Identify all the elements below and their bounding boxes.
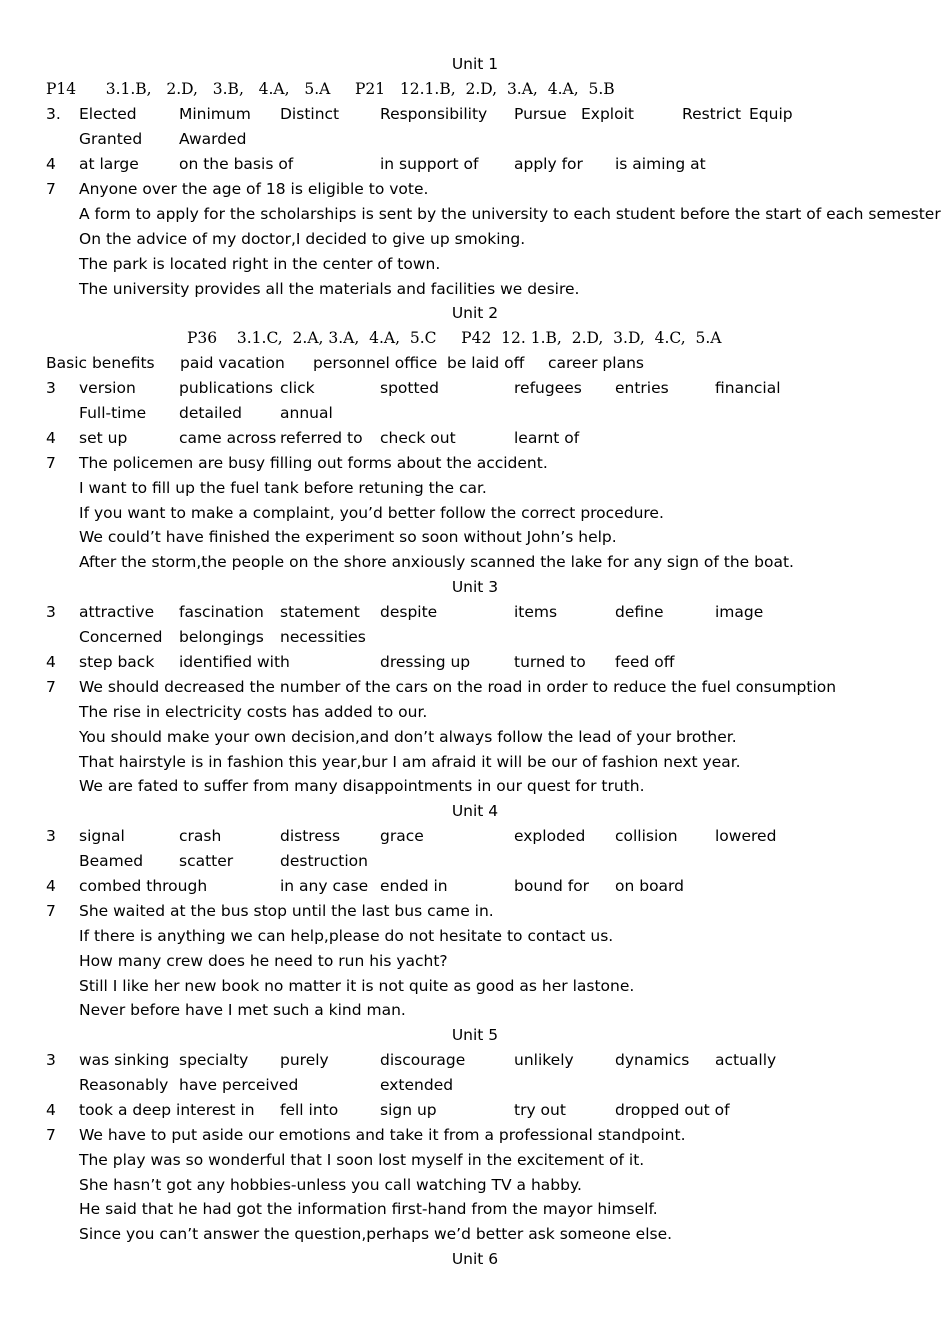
unit-1-exercise-3-row-2 xyxy=(0,127,950,152)
word-item: Distinct xyxy=(280,105,340,123)
word-item: attractive xyxy=(79,603,155,621)
word-item: items xyxy=(514,603,558,621)
unit-2-heading: Unit 2 xyxy=(451,304,499,322)
word-item: was sinking xyxy=(79,1051,170,1069)
word-item: purely xyxy=(280,1051,329,1069)
sentence: The play was so wonderful that I soon lost myself in the excitement of it. xyxy=(79,1151,645,1169)
sentence: We could’t have finished the experiment so soon without John’s help. xyxy=(79,528,617,546)
word-item: Pursue xyxy=(514,105,567,123)
unit-3-exercise-7-line: 7 We should decreased the number of the cars on the road in order to reduce the fuel consumption xyxy=(0,675,950,700)
phrase-item: combed through xyxy=(79,877,208,895)
phrase-item: sign up xyxy=(380,1101,437,1119)
unit-2-answers-line: P36 3.1.C, 2.A, 3.A, 4.A, 5.C P42 12. 1.B, 2.D, 3.D, 4.C, 5.A xyxy=(187,329,722,347)
word-item: lowered xyxy=(715,827,777,845)
word-item: exploded xyxy=(514,827,586,845)
unit-1-exercise-7-line: 7 Anyone over the age of 18 is eligible to vote. xyxy=(0,177,950,202)
phrase-item: identified with xyxy=(179,653,290,671)
unit-5-exercise-3-row: 3 was sinking specialty purely discourage unlikely dynamics actually xyxy=(0,1048,950,1073)
sentence: The park is located right in the center of town. xyxy=(79,255,441,273)
word-item: signal xyxy=(79,827,125,845)
phrase-item: Basic benefits xyxy=(46,354,155,372)
word-item: distress xyxy=(280,827,341,845)
unit-4-exercise-3-row-2 xyxy=(0,849,950,874)
unit-5-exercise-7-line: 7 We have to put aside our emotions and take it from a professional standpoint. xyxy=(0,1123,950,1148)
sentence: We are fated to suffer from many disappointments in our quest for truth. xyxy=(79,777,645,795)
sentence: The university provides all the materials and facilities we desire. xyxy=(79,280,580,298)
sentence: A form to apply for the scholarships is sent by the university to each student before the start of each semester xyxy=(79,205,941,223)
word-item: Beamed xyxy=(79,852,144,870)
sentence: He said that he had got the information first-hand from the mayor himself. xyxy=(79,1200,658,1218)
phrase-item: on the basis of xyxy=(179,155,294,173)
word-item: discourage xyxy=(380,1051,466,1069)
phrase-item: took a deep interest in xyxy=(79,1101,255,1119)
sentence: The rise in electricity costs has added to our. xyxy=(79,703,428,721)
sentence: If you want to make a complaint, you’d better follow the correct procedure. xyxy=(79,504,664,522)
phrase-item: paid vacation xyxy=(180,354,285,372)
word-item: click xyxy=(280,379,315,397)
phrase-item: came across xyxy=(179,429,277,447)
phrase-item: in any case xyxy=(280,877,369,895)
unit-2-exercise-3-row: 3 version publications click spotted refugees entries financial xyxy=(0,376,950,401)
phrase-item: set up xyxy=(79,429,128,447)
word-item: necessities xyxy=(280,628,366,646)
word-item: grace xyxy=(380,827,424,845)
word-item: Concerned xyxy=(79,628,163,646)
sentence: Anyone over the age of 18 is eligible to vote. xyxy=(79,180,429,198)
word-item: annual xyxy=(280,404,333,422)
word-item: spotted xyxy=(380,379,439,397)
sentence: I want to fill up the fuel tank before retuning the car. xyxy=(79,479,487,497)
phrase-item: apply for xyxy=(514,155,583,173)
word-item: actually xyxy=(715,1051,777,1069)
phrase-item: at large xyxy=(79,155,139,173)
unit-3-exercise-4-row: 4 step back identified with dressing up turned to feed off xyxy=(0,650,950,675)
word-item: collision xyxy=(615,827,678,845)
sentence: We should decreased the number of the cars on the road in order to reduce the fuel consumption xyxy=(79,678,837,696)
unit-2-exercise-7-line: 7 The policemen are busy filling out forms about the accident. xyxy=(0,451,950,476)
phrase-item: turned to xyxy=(514,653,586,671)
phrase-item: is aiming at xyxy=(615,155,706,173)
word-item: Restrict xyxy=(682,105,742,123)
sentence: She hasn’t got any hobbies-unless you call watching TV a habby. xyxy=(79,1176,582,1194)
unit-1-exercise-3-row: 3. Elected Minimum Distinct Responsibility Pursue Exploit Restrict Equip xyxy=(0,102,950,127)
sentence: If there is anything we can help,please do not hesitate to contact us. xyxy=(79,927,614,945)
word-item: image xyxy=(715,603,764,621)
phrase-item: step back xyxy=(79,653,155,671)
sentence: The policemen are busy filling out forms about the accident. xyxy=(79,454,548,472)
word-item: crash xyxy=(179,827,222,845)
word-item: have perceived xyxy=(179,1076,299,1094)
sentence: Since you can’t answer the question,perhaps we’d better ask someone else. xyxy=(79,1225,673,1243)
word-item: refugees xyxy=(514,379,582,397)
word-item: entries xyxy=(615,379,669,397)
unit-5-heading: Unit 5 xyxy=(451,1026,499,1044)
phrase-item: learnt of xyxy=(514,429,580,447)
unit-2-exercise-3-row-2 xyxy=(0,401,950,426)
word-item: Awarded xyxy=(179,130,247,148)
phrase-item: ended in xyxy=(380,877,448,895)
sentence: Never before have I met such a kind man. xyxy=(79,1001,406,1019)
word-item: dynamics xyxy=(615,1051,690,1069)
word-item: Equip xyxy=(749,105,793,123)
unit-4-exercise-4-row: 4 combed through in any case ended in bound for on board xyxy=(0,874,950,899)
phrase-item: feed off xyxy=(615,653,675,671)
unit-6-heading: Unit 6 xyxy=(451,1250,499,1268)
unit-4-exercise-7-line: 7 She waited at the bus stop until the last bus came in. xyxy=(0,899,950,924)
word-item: fascination xyxy=(179,603,264,621)
sentence: She waited at the bus stop until the last bus came in. xyxy=(79,902,494,920)
phrase-item: career plans xyxy=(548,354,644,372)
word-item: statement xyxy=(280,603,360,621)
word-item: Elected xyxy=(79,105,137,123)
word-item: version xyxy=(79,379,136,397)
sentence: Still I like her new book no matter it is not quite as good as her lastone. xyxy=(79,977,635,995)
word-item: despite xyxy=(380,603,438,621)
unit-3-exercise-3-row-2 xyxy=(0,625,950,650)
phrase-item: bound for xyxy=(514,877,590,895)
word-item: Reasonably xyxy=(79,1076,169,1094)
word-item: Responsibility xyxy=(380,105,488,123)
phrase-item: fell into xyxy=(280,1101,339,1119)
phrase-item: in support of xyxy=(380,155,479,173)
unit-5-exercise-3-row-2 xyxy=(0,1073,950,1098)
word-item: Granted xyxy=(79,130,143,148)
word-item: destruction xyxy=(280,852,368,870)
word-item: financial xyxy=(715,379,781,397)
sentence: How many crew does he need to run his yacht? xyxy=(79,952,448,970)
phrase-item: dressing up xyxy=(380,653,471,671)
sentence: You should make your own decision,and don’t always follow the lead of your brother. xyxy=(79,728,737,746)
unit-3-heading: Unit 3 xyxy=(451,578,499,596)
sentence: On the advice of my doctor,I decided to give up smoking. xyxy=(79,230,526,248)
unit-1-exercise-4-row: 4 at large on the basis of in support of apply for is aiming at xyxy=(0,152,950,177)
word-item: belongings xyxy=(179,628,264,646)
word-item: Full-time xyxy=(79,404,147,422)
sentence: We have to put aside our emotions and take it from a professional standpoint. xyxy=(79,1126,686,1144)
phrase-item: on board xyxy=(615,877,684,895)
word-item: scatter xyxy=(179,852,234,870)
phrase-item: personnel office xyxy=(313,354,438,372)
sentence: After the storm,the people on the shore anxiously scanned the lake for any sign of the boat. xyxy=(79,553,794,571)
unit-2-exercise-4-row: 4 set up came across referred to check out learnt of xyxy=(0,426,950,451)
word-item: unlikely xyxy=(514,1051,574,1069)
unit-4-exercise-3-row: 3 signal crash distress grace exploded collision lowered xyxy=(0,824,950,849)
word-item: extended xyxy=(380,1076,454,1094)
phrase-item: be laid off xyxy=(447,354,525,372)
word-item: Minimum xyxy=(179,105,251,123)
unit-5-exercise-4-row: 4 took a deep interest in fell into sign up try out dropped out of xyxy=(0,1098,950,1123)
unit-1-answers-line: P14 3.1.B, 2.D, 3.B, 4.A, 5.A P21 12.1.B, 2.D, 3.A, 4.A, 5.B xyxy=(46,80,615,98)
unit-2-exercise-2-row xyxy=(0,351,950,376)
phrase-item: referred to xyxy=(280,429,363,447)
phrase-item: dropped out of xyxy=(615,1101,730,1119)
phrase-item: try out xyxy=(514,1101,566,1119)
sentence: That hairstyle is in fashion this year,bur I am afraid it will be our of fashion next year. xyxy=(79,753,741,771)
word-item: detailed xyxy=(179,404,242,422)
word-item: publications xyxy=(179,379,273,397)
phrase-item: check out xyxy=(380,429,456,447)
unit-3-exercise-3-row: 3 attractive fascination statement despite items define image xyxy=(0,600,950,625)
unit-1-heading: Unit 1 xyxy=(451,55,499,73)
word-item: Exploit xyxy=(581,105,634,123)
word-item: define xyxy=(615,603,664,621)
unit-4-heading: Unit 4 xyxy=(451,802,499,820)
word-item: specialty xyxy=(179,1051,249,1069)
